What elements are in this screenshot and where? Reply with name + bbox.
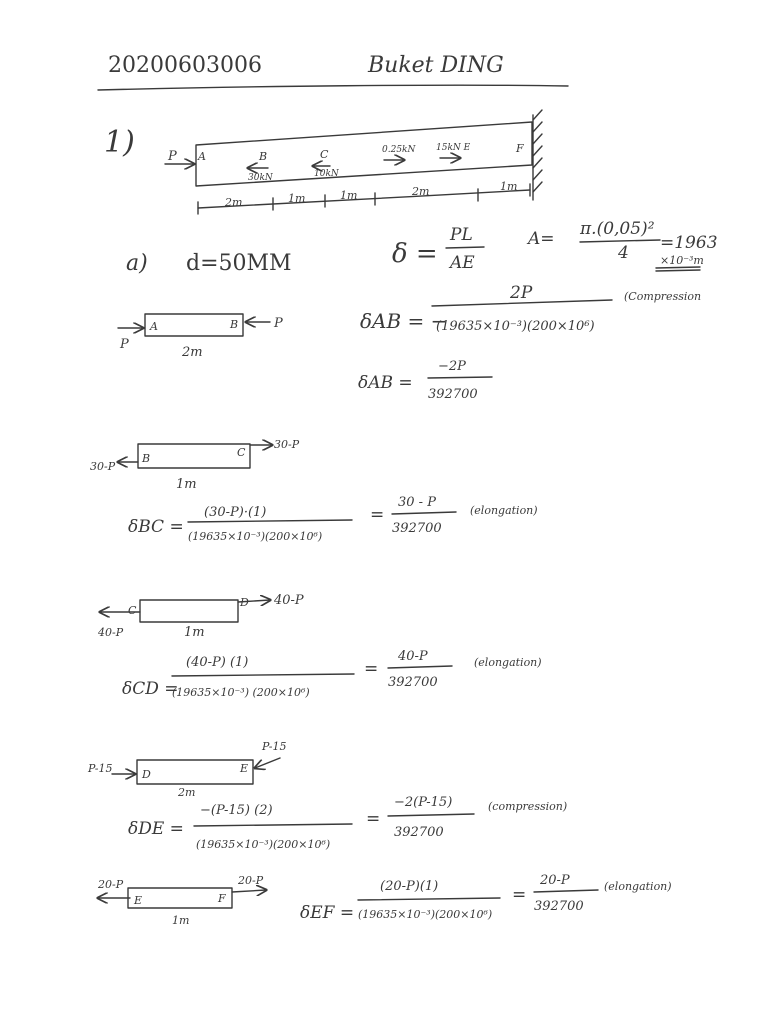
de-den: (19635×10⁻³)(200×10⁶) [196, 838, 331, 851]
ef-label-F: F [218, 892, 226, 905]
delta-DE-eq [128, 795, 567, 851]
part-a-label: a) [126, 251, 148, 276]
de-eq: = [366, 809, 381, 829]
ab-eq1-note: (Compression [624, 290, 702, 303]
dimension-line [198, 180, 530, 214]
ab-left-force: P [120, 337, 129, 352]
ef-length: 1m [172, 914, 190, 927]
ab-eq2-num: −2P [438, 359, 466, 374]
load-D-value: 0.25kN [382, 145, 416, 155]
diameter: d=50MM [186, 251, 292, 276]
ab-eq1-num: 2P [510, 283, 533, 303]
de-label-D: D [142, 768, 151, 781]
segment-EF-fbd [97, 874, 266, 927]
bc-label-B: B [142, 452, 151, 465]
ef-left-force: 20-P [98, 878, 124, 891]
delta-BC-eq [128, 495, 538, 543]
dim-segment-4: 2m [412, 185, 430, 198]
bc-num: (30-P)·(1) [204, 505, 267, 520]
point-C-label: C [320, 148, 329, 161]
area-unit: ×10⁻³m [660, 254, 704, 267]
ef-label-E: E [134, 894, 143, 907]
main-beam [196, 122, 532, 186]
bc-num2: 30 - P [398, 495, 436, 510]
bc-left-force: 30-P [90, 460, 116, 473]
formula-lhs: δ = [392, 239, 438, 269]
delta-AB-eq1 [360, 283, 701, 334]
point-A-label: A [198, 150, 206, 163]
area-result: =1963 [660, 233, 718, 253]
segment-BC-fbd [90, 438, 300, 492]
cd-label-C: C [128, 604, 137, 617]
main-beam-diagram [165, 110, 542, 214]
ab-eq2-lhs: δAB = [358, 373, 413, 393]
delta-CD-eq [122, 649, 542, 699]
segment-AB-fbd [118, 314, 283, 360]
dim-segment-3: 1m [340, 189, 358, 202]
ab-eq1-lhs: δAB = − [360, 309, 448, 333]
cd-num: (40-P) (1) [186, 655, 249, 670]
bc-label-C: C [237, 446, 246, 459]
de-num2: −2(P-15) [394, 795, 453, 810]
dim-segment-1: 2m [225, 196, 243, 209]
student-id: 20200603006 [108, 53, 262, 78]
cd-den2: 392700 [388, 675, 438, 690]
bc-right-force: 30-P [274, 438, 300, 451]
cd-right-force: 40-P [274, 593, 304, 608]
ab-label-B: B [230, 318, 239, 331]
delta-EF-eq [300, 873, 672, 923]
bc-den2: 392700 [392, 521, 442, 536]
area-numerator: π.(0,05)² [580, 219, 655, 239]
area-denominator: 4 [618, 243, 629, 263]
cd-note: (elongation) [474, 656, 542, 669]
cd-left-force: 40-P [98, 626, 124, 639]
point-F-label: F [516, 142, 524, 155]
cd-length: 1m [184, 625, 205, 640]
ab-right-force: P [274, 316, 283, 331]
cd-eq: = [364, 659, 379, 679]
de-length: 2m [178, 786, 196, 799]
area-lhs: A= [528, 229, 555, 249]
de-label-E: E [240, 762, 249, 775]
bc-length: 1m [176, 477, 197, 492]
area-formula [526, 219, 718, 271]
de-left-force: P-15 [88, 762, 113, 775]
load-E-value: 15kN E [436, 143, 471, 153]
load-B-value: 30kN [248, 173, 273, 183]
cd-lhs: δCD = [122, 679, 179, 699]
bc-eq: = [370, 505, 385, 525]
cd-num2: 40-P [398, 649, 428, 664]
cd-label-D: D [240, 596, 249, 609]
header-underline [98, 85, 568, 90]
bc-lhs: δBC = [128, 517, 184, 537]
point-B-label: B [259, 150, 268, 163]
ab-length: 2m [182, 345, 203, 360]
formula-numerator: PL [450, 225, 473, 245]
ef-right-force: 20-P [238, 874, 264, 887]
ef-eq: = [512, 885, 527, 905]
ab-eq2-den: 392700 [428, 387, 478, 402]
dim-segment-2: 1m [288, 192, 306, 205]
dim-segment-5: 1m [500, 180, 518, 193]
de-num: −(P-15) (2) [200, 803, 273, 818]
bc-note: (elongation) [470, 504, 538, 517]
ef-lhs: δEF = [300, 903, 355, 923]
load-C-value: 10kN [314, 169, 339, 179]
segment-DE-fbd [87, 740, 287, 799]
load-P-label: P [168, 149, 177, 164]
ab-label-A: A [150, 320, 158, 333]
de-den2: 392700 [394, 825, 444, 840]
bc-den: (19635×10⁻³)(200×10⁶) [188, 530, 323, 543]
fixed-wall [533, 110, 542, 200]
problem-number: 1) [104, 125, 135, 160]
student-name: Buket DING [368, 53, 504, 78]
deformation-formula [392, 225, 484, 273]
de-right-force: P-15 [262, 740, 287, 753]
cd-den: (19635×10⁻³) (200×10⁶) [172, 686, 310, 699]
ef-den: (19635×10⁻³)(200×10⁶) [358, 908, 493, 921]
de-note: (compression) [488, 800, 568, 813]
formula-denominator: AE [450, 253, 475, 273]
de-lhs: δDE = [128, 819, 184, 839]
delta-AB-eq2 [358, 359, 492, 402]
ef-den2: 392700 [534, 899, 584, 914]
ab-eq1-den: (19635×10⁻³)(200×10⁶) [436, 319, 595, 334]
ef-note: (elongation) [604, 880, 672, 893]
segment-CD-fbd [97, 593, 304, 640]
ef-num2: 20-P [540, 873, 570, 888]
ef-num: (20-P)(1) [380, 879, 439, 894]
